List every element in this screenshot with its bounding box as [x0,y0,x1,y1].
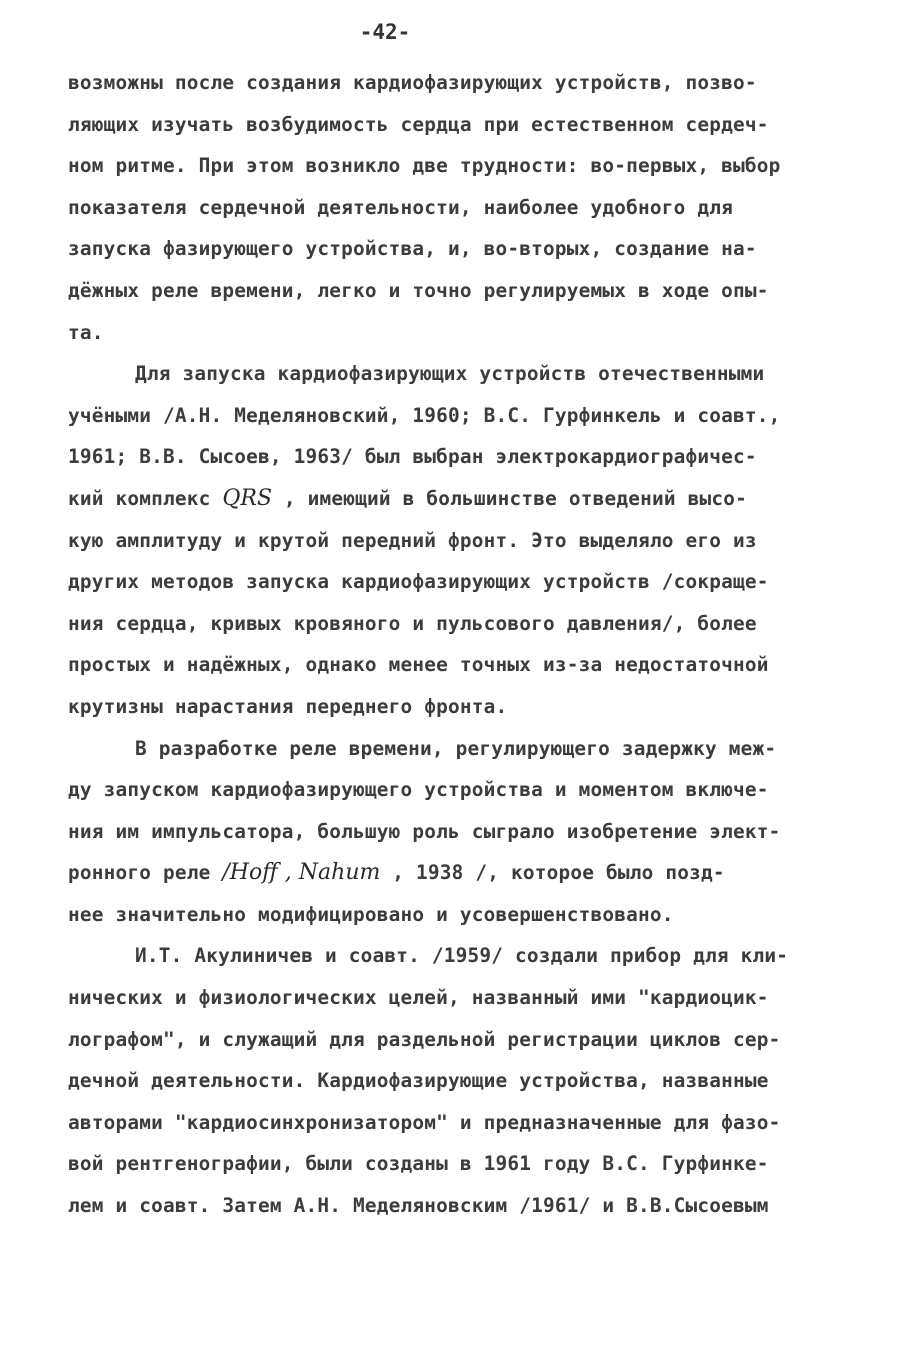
text-line: учёными /А.Н. Меделяновский, 1960; В.С. Гурфинкель и соавт., [68,403,781,427]
text-line: ном ритме. При этом возникло две трудности: во-первых, выбор [68,154,781,178]
handwritten-qrs: QRS [222,485,273,511]
text-segment: кий комплекс [68,486,223,510]
text-line-with-handwriting [68,478,838,520]
text-line: нее значительно модифицировано и усовершенствовано. [68,902,674,926]
text-segment: ронного реле [68,861,223,885]
text-line: 1961; В.В. Сысоев, 1963/ был выбран электрокардиографичес- [68,445,757,469]
text-line: лем и соавт. Затем А.Н. Меделяновским /1961/ и В.В.Сысоевым [68,1194,769,1218]
text-line: Для запуска кардиофазирующих устройств отечественными [135,362,765,386]
handwritten-citation: /Hoff , Nahum [222,860,381,886]
text-line: возможны после создания кардиофазирующих устройств, позво- [68,71,757,94]
body-text [68,62,838,1227]
page-number: -42- [359,20,411,44]
text-line: вой рентгенографии, были созданы в 1961 году В.С. Гурфинке- [68,1152,769,1176]
text-line: ния им импульсатора, большую роль сыграло изобретение элект- [68,819,781,843]
text-line: крутизны нарастания переднего фронта. [68,694,508,718]
text-segment: , имеющий в большинстве отведений высо- [272,486,748,510]
text-line: запуска фазирующего устройства, и, во-вторых, создание на- [68,237,757,261]
text-line: показателя сердечной деятельности, наиболее удобного для [68,195,733,219]
text-line-with-handwriting [68,852,838,894]
text-line: простых и надёжных, однако менее точных из-за недостаточной [68,653,769,677]
text-line: других методов запуска кардиофазирующих устройств /сокраще- [68,570,769,594]
text-line: ду запуском кардиофазирующего устройства и моментом включе- [68,778,769,802]
text-line: В разработке реле времени, регулирующего задержку меж- [135,736,777,760]
text-line: кую амплитуду и крутой передний фронт. Это выделяло его из [68,528,757,552]
text-segment: , 1938 /, которое было позд- [380,861,725,885]
text-line: И.Т. Акулиничев и соавт. /1959/ создали прибор для кли- [135,944,789,968]
text-line: дёжных реле времени, легко и точно регулируемых в ходе опы- [68,278,769,302]
text-line: лографом", и служащий для раздельной регистрации циклов сер- [68,1027,781,1051]
text-line: нических и физиологических целей, названный ими "кардиоцик- [68,986,769,1010]
text-line: авторами "кардиосинхронизатором" и предназначенные для фазо- [68,1110,781,1134]
text-line: ляющих изучать возбудимость сердца при естественном сердеч- [68,112,769,136]
text-line: та. [68,320,104,344]
text-line: ния сердца, кривых кровяного и пульсового давления/, более [68,611,757,635]
text-line: дечной деятельности. Кардиофазирующие устройства, названные [68,1069,769,1093]
